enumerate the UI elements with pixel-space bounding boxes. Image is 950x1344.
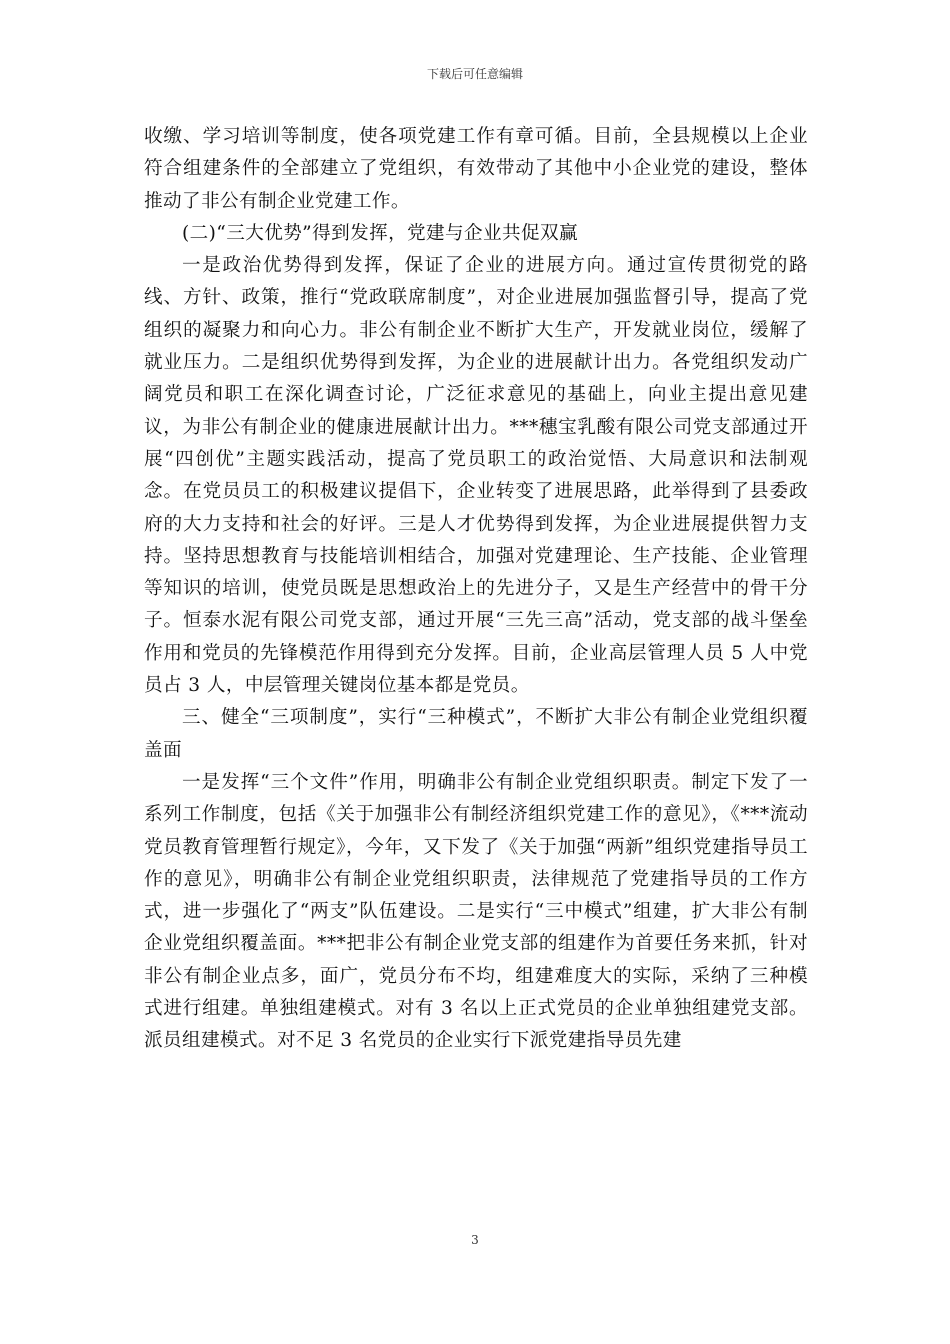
paragraph-systems-detail: 一是发挥“三个文件”作用，明确非公有制企业党组织职责。制定下发了一系列工作制度，包括《关于加强非公有制经济组织党建工作的意见》，《***流动党员教育管理暂行规定》，今年，又下发了《关于加强“两新”组织党建指导员工作的意见》，明确非公有制企业党组织职责，法律规范了党建指导员的工作方式，进一步强化了“两支”队伍建设。二是实行“三中模式”组建，扩大非公有制企业党组织覆盖面。***把非公有制企业党支部的组建作为首要任务来抓，针对非公有制企业点多，面广，党员分布不均，组建难度大的实际，采纳了三种模式进行组建。单独组建模式。对有 3 名以上正式党员的企业单独组建党支部。派员组建模式。对不足 3 名党员的企业实行下派党建指导员先建 bbox=[144, 771, 808, 1052]
page-number: 3 bbox=[471, 1233, 479, 1247]
document-body bbox=[144, 121, 808, 1058]
paragraph-advantages-detail: 一是政治优势得到发挥，保证了企业的进展方向。通过宣传贯彻党的路线、方针、政策，推行“党政联席制度”，对企业进展加强监督引导，提高了党组织的凝聚力和向心力。非公有制企业不断扩大生产，开发就业岗位，缓解了就业压力。二是组织优势得到发挥，为企业的进展献计出力。各党组织发动广阔党员和职工在深化调查讨论，广泛征求意见的基础上，向业主提出意见建议，为非公有制企业的健康进展献计出力。***穗宝乳酸有限公司党支部通过开展“四创优”主题实践活动，提高了党员职工的政治觉悟、大局意识和法制观念。在党员员工的积极建议提倡下，企业转变了进展思路，此举得到了县委政府的大力支持和社会的好评。三是人才优势得到发挥，为企业进展提供智力支持。坚持思想教育与技能培训相结合，加强对党建理论、生产技能、企业管理等知识的培训，使党员既是思想政治上的先进分子，又是生产经营中的骨干分子。恒泰水泥有限公司党支部，通过开展“三先三高”活动，党支部的战斗堡垒作用和党员的先锋模范作用得到充分发挥。目前，企业高层管理人员 5 人中党员占 3 人，中层管理关键岗位基本都是党员。 bbox=[144, 255, 808, 697]
section-heading-three-advantages: (二)“三大优势”得到发挥，党建与企业共促双赢 bbox=[182, 222, 579, 244]
section-heading-three-systems: 三、健全“三项制度”，实行“三种模式”，不断扩大非公有制企业党组织覆盖面 bbox=[144, 707, 808, 761]
page-header: 下载后可任意编辑 bbox=[426, 67, 523, 81]
paragraph-continuation: 收缴、学习培训等制度，使各项党建工作有章可循。目前，全县规模以上企业符合组建条件的全部建立了党组织，有效带动了其他中小企业党的建设，整体推动了非公有制企业党建工作。 bbox=[144, 126, 808, 212]
